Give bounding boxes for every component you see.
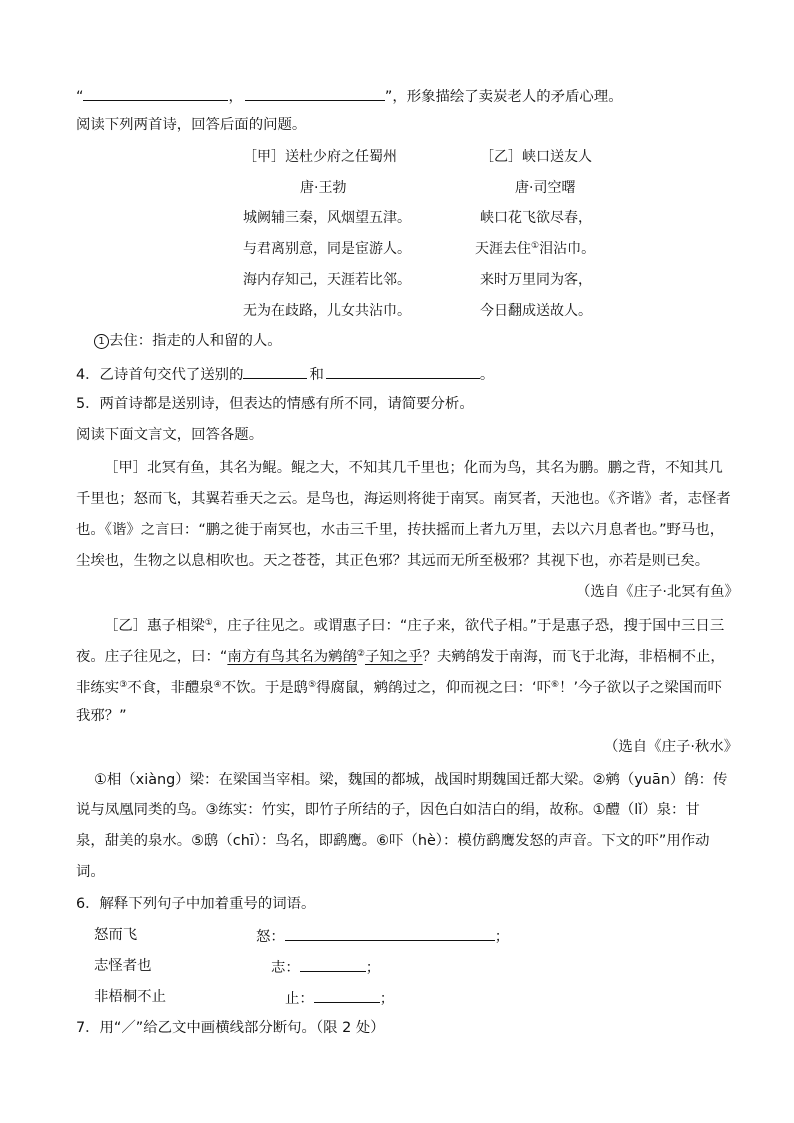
jia-passage-line: 尘埃也，生物之以息相吹也。天之苍苍，其正色邪？其远而无所至极邪？其视下也，亦若是则已矣。 xyxy=(76,553,710,569)
annotation-line: 说与凤凰同类的鸟。③练实：竹实，即竹子所结的子，因色白如洁白的绢，故称。①醴（lǐ）泉：甘 xyxy=(76,802,700,818)
answer-blank[interactable] xyxy=(314,988,380,1003)
annotation-line: ①相（xiàng）梁：在梁国当宰相。梁，魏国的都城，战国时期魏国迁都大梁。②鹓（yuān）鹐：传 xyxy=(94,772,728,788)
answer-blank[interactable] xyxy=(245,86,385,101)
poem-yi-line: 峡口花飞欲尽春， xyxy=(480,210,592,226)
poem-jia-line: 城阙辅三秦，风烟望五津。 xyxy=(243,210,411,226)
q6-sentence: 志怪者也 xyxy=(94,958,152,974)
yi-passage-line: 我邪？” xyxy=(76,708,127,724)
answer-blank[interactable] xyxy=(285,926,495,941)
footnote-marker: ① xyxy=(531,241,540,251)
question-5: 5．两首诗都是送别诗，但表达的情感有所不同，请简要分析。 xyxy=(76,396,474,412)
poem-yi-line: 来时万里同为客， xyxy=(480,272,592,288)
poem-instruction: 阅读下列两首诗，回答后面的问题。 xyxy=(76,117,307,133)
answer-blank[interactable] xyxy=(83,86,228,101)
poem-footnote: 1 去住：指走的人和留的人。 xyxy=(94,332,282,350)
annotation-line: 词。 xyxy=(76,864,105,880)
q6-answer: 志： ； xyxy=(271,957,380,977)
footnote-number: 1 xyxy=(94,334,109,349)
footnote-marker: ⑤ xyxy=(308,680,317,690)
q6-answer: 止： ； xyxy=(285,988,394,1008)
poem-yi-author: 唐·司空曙 xyxy=(515,180,576,196)
jia-passage-line: ［甲］北冥有鱼，其名为鲲。鲲之大，不知其几千里也；化而为鸟，其名为鹏。鹏之背，不知其几 xyxy=(104,460,723,476)
yi-passage-line: ［乙］惠子相梁①，庄子往见之。或谓惠子曰：“庄子来，欲代子相。”于是惠子恐，搜于国中三日三 xyxy=(104,618,725,634)
yi-passage-line: 夜。庄子往见之，曰：“南方有鸟其名为鹓鹐②子知之乎？夫鹓鹐发于南海，而飞于北海，非梧桐不止， xyxy=(76,649,725,665)
poem-jia-title: ［甲］送杜少府之任蜀州 xyxy=(243,149,397,165)
jia-source: （选自《庄子·北冥有鱼》 xyxy=(576,584,739,600)
poem-yi-line: 今日翻成送故人。 xyxy=(480,303,592,319)
footnote-marker: ③ xyxy=(119,680,128,690)
footnote-marker: ① xyxy=(204,618,213,628)
poem-jia-line: 海内存知己，天涯若比邻。 xyxy=(243,272,411,288)
yi-passage-line: 非练实③不食，非醴泉④不饮。于是鸱⑤得腐鼠，鹓鹐过之，仰而视之曰：‘吓⑥！’今子欲以子之梁国而吓 xyxy=(76,680,722,696)
poem-jia-line: 无为在歧路，儿女共沾巾。 xyxy=(243,303,411,319)
footnote-marker: ④ xyxy=(213,680,222,690)
yi-source: （选自《庄子·秋水》 xyxy=(604,739,739,755)
answer-blank[interactable] xyxy=(326,364,480,379)
question-6: 6．解释下列句子中加着重号的词语。 xyxy=(76,896,316,912)
answer-blank[interactable] xyxy=(243,364,307,379)
answer-blank[interactable] xyxy=(300,957,366,972)
q6-sentence: 非梧桐不止 xyxy=(94,989,166,1005)
question-4: 4．乙诗首句交代了送别的 和 。 xyxy=(76,364,494,384)
poem-yi-line: 天涯去住①泪沾巾。 xyxy=(475,241,596,257)
q6-answer: 怒： ； xyxy=(256,926,509,946)
annotation-line: 泉，甜美的泉水。⑤鸱（chī）：鸟名，即鹞鹰。⑥吓（hè）：模仿鹞鹰发怒的声音。下文的吓”用作动 xyxy=(76,833,710,849)
footnote-marker: ② xyxy=(356,649,365,659)
underlined-phrase: 南方有鸟其名为鹓鹐 xyxy=(227,649,357,665)
question-3-fill-line: “ ， ”，形象描绘了卖炭老人的矛盾心理。 xyxy=(76,86,623,106)
poem-jia-author: 唐·王勃 xyxy=(300,180,347,196)
underlined-phrase: 子知之乎 xyxy=(364,649,423,665)
jia-passage-line: 千里也；怒而飞，其翼若垂天之云。是鸟也，海运则将徙于南冥。南冥者，天池也。《齐谐》者，志怪者 xyxy=(76,491,731,507)
poem-yi-title: ［乙］峡口送友人 xyxy=(480,149,592,165)
jia-passage-line: 也。《谐》之言曰：“鹏之徙于南冥也，水击三千里，抟扶摇而上者九万里，去以六月息者也。”野马也， xyxy=(76,522,725,538)
poem-jia-line: 与君离别意，同是宦游人。 xyxy=(243,241,411,257)
footnote-marker: ⑥ xyxy=(550,680,560,690)
q6-sentence: 怒而飞 xyxy=(94,927,138,943)
question-7: 7．用“／”给乙文中画横线部分断句。（限 2 处） xyxy=(76,1020,385,1036)
prose-instruction: 阅读下面文言文，回答各题。 xyxy=(76,427,264,443)
